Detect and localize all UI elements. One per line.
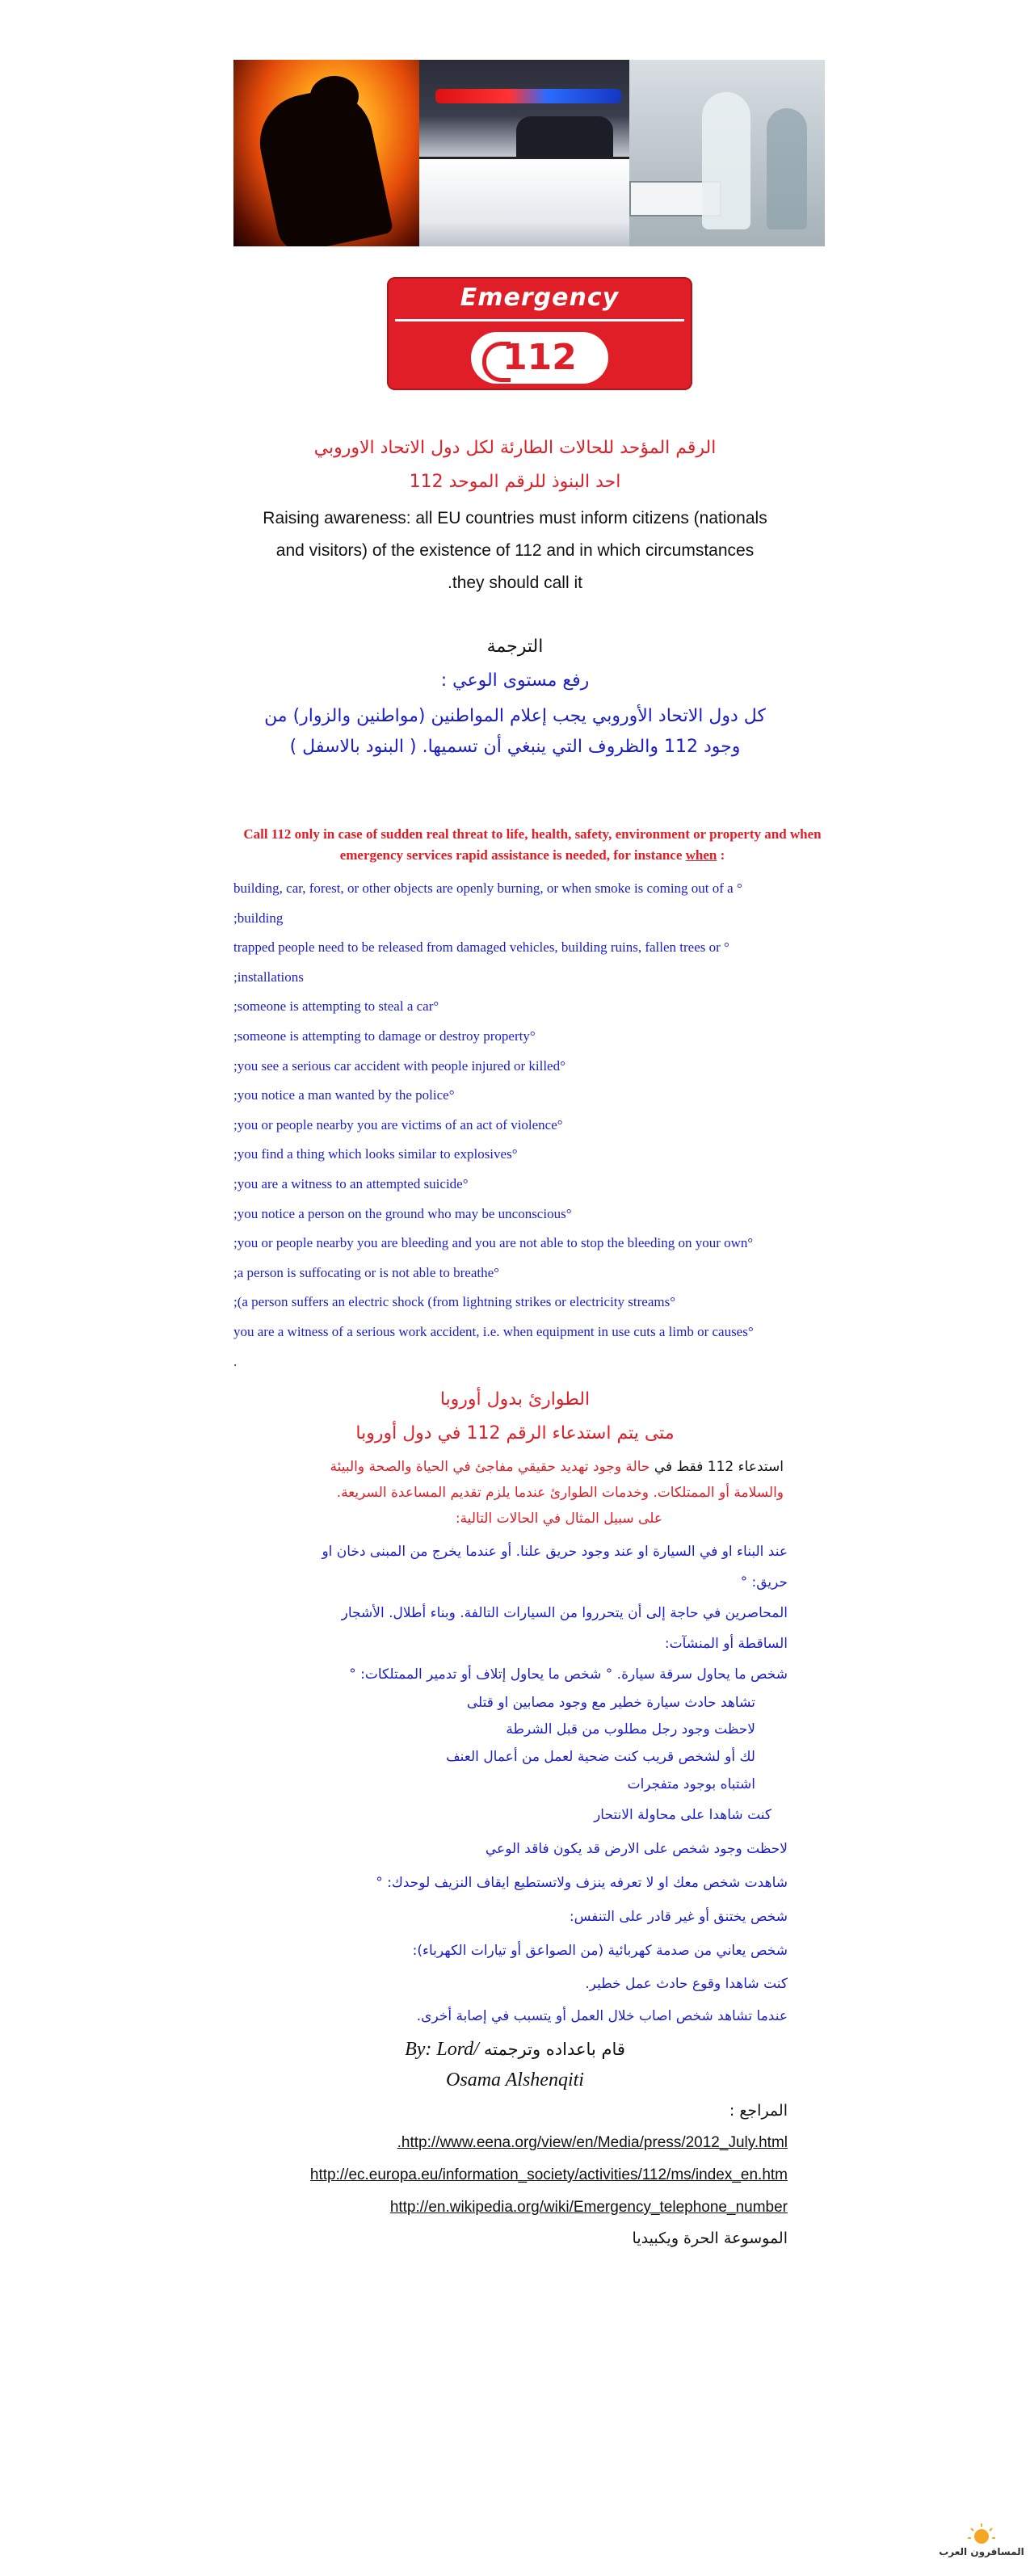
hero-banner: [233, 60, 825, 246]
warning-colon: :: [717, 847, 725, 863]
list-ar-item: اشتباه بوجود متفجرات: [627, 1776, 755, 1792]
list-en-item: ;you see a serious car accident with people injured or killed°: [233, 1057, 565, 1074]
reference-link-row: [218, 2134, 788, 2152]
list-ar-item: شخص يختنق أو غير قادر على التنفس:: [569, 1909, 788, 1925]
list-en-item: ;someone is attempting to steal a car°: [233, 998, 439, 1015]
firefighter-photo: [233, 60, 419, 246]
list-en-item: ;building: [233, 910, 284, 926]
heading-ar-line1: الرقم المؤحد للحالات الطارئة لكل دول الاتحاد الاوروبي: [313, 438, 717, 458]
reference-link-row: [202, 2166, 788, 2184]
list-ar-item: الساقطة أو المنشآت:: [664, 1636, 788, 1652]
logo-number-pill: [471, 332, 608, 384]
credits-en: By: Lord/: [405, 2039, 479, 2060]
list-en-item: ;(a person suffers an electric shock (from lightning strikes or electricity streams°: [233, 1294, 676, 1310]
firefighter-helmet: [310, 76, 359, 116]
list-ar-item: حريق: °: [740, 1574, 788, 1591]
list-ar: [242, 1536, 788, 2032]
patient-figure: [767, 108, 807, 229]
arabic-intro-line3: على سبيل المثال في الحالات التالية:: [455, 1511, 662, 1527]
list-en-item: ;you notice a man wanted by the police°: [233, 1087, 455, 1103]
english-intro-line3: .they should call it: [448, 574, 582, 592]
list-ar-item: عندما تشاهد شخص اصاب خلال العمل أو يتسبب في إصابة أخرى.: [416, 2008, 788, 2024]
credits-ar: قام باعداده وترجمته: [483, 2040, 625, 2059]
translation-title: الترجمة: [486, 637, 544, 657]
car-window: [516, 116, 613, 157]
emergency-112-logo: [387, 277, 692, 390]
translation-line3: وجود 112 والظروف التي ينبغي أن تسميها. ( البنود بالاسفل ): [289, 737, 741, 757]
logo-number: 112: [502, 337, 577, 378]
list-en-item: ;you or people nearby you are bleeding and you are not able to stop the bleeding on your own°: [233, 1235, 754, 1251]
list-ar-item: لاحظت وجود رجل مطلوب من قبل الشرطة: [506, 1721, 755, 1738]
list-ar-item: كنت شاهدا على محاولة الانتحار: [594, 1807, 771, 1823]
list-ar-item: لك أو لشخص قريب كنت ضحية لعمل من أعمال العنف: [446, 1749, 755, 1765]
sun-logo-icon: [937, 2519, 1026, 2567]
list-en-item: ;you or people nearby you are victims of an act of violence°: [233, 1116, 563, 1133]
credits-author: Osama Alshenqiti: [446, 2070, 584, 2091]
arabic-section-title2: متى يتم استدعاء الرقم 112 في دول أوروبا: [355, 1423, 675, 1443]
references-title: المراجع :: [729, 2102, 788, 2120]
list-ar-item: لاحظت وجود شخص على الارض قد يكون فاقد الوعي: [485, 1841, 788, 1857]
list-ar-item: شخص يعاني من صدمة كهربائية (من الصواعق أو تيارات الكهرباء):: [412, 1943, 788, 1959]
list-en-item: you are a witness of a serious work accident, i.e. when equipment in use cuts a limb or causes°: [233, 1323, 754, 1339]
arabic-section-title1: الطوارئ بدول أوروبا: [439, 1389, 591, 1410]
references-last: الموسوعة الحرة ويكبيديا: [632, 2229, 788, 2247]
watermark-text: المسافرون العرب: [939, 2546, 1024, 2557]
reference-link[interactable]: http://en.wikipedia.org/wiki/Emergency_telephone_number: [389, 2199, 788, 2216]
credits-line1: [0, 2039, 1030, 2061]
list-ar-item: شخص ما يحاول سرقة سيارة. ° شخص ما يحاول إتلاف أو تدمير الممتلكات: °: [349, 1666, 788, 1683]
english-intro-line1: Raising awareness: all EU countries must inform citizens (nationals: [263, 509, 767, 527]
car-body: [419, 157, 629, 246]
list-ar-item: شاهدت شخص معك او لا تعرفه ينزف ولاتستطيع ايقاف النزيف لوحدك: °: [376, 1875, 788, 1891]
site-watermark: [937, 2519, 1026, 2567]
warning-when-link: when: [685, 847, 717, 863]
logo-divider: [395, 319, 684, 321]
arabic-intro-black: استدعاء 112 فقط في: [654, 1459, 784, 1475]
warning-en-line2: [225, 845, 839, 866]
list-en-item: ;you notice a person on the ground who may be unconscious°: [233, 1205, 572, 1221]
list-ar-item: كنت شاهدا وقوع حادث عمل خطير.: [585, 1976, 788, 1992]
siren-lightbar: [435, 89, 621, 103]
list-en-item: .: [233, 1353, 238, 1369]
logo-word: Emergency: [460, 284, 620, 312]
list-ar-item: تشاهد حادث سيارة خطير مع وجود مصابين او قتلى: [466, 1695, 755, 1711]
list-en-item: trapped people need to be released from damaged vehicles, building ruins, fallen trees or °: [233, 939, 729, 956]
arabic-intro-red: حالة وجود تهديد حقيقي مفاجئ في الحياة والصحة والبيئة: [330, 1459, 654, 1475]
reference-link-row: [218, 2199, 788, 2217]
reference-link[interactable]: .http://www.eena.org/view/en/Media/press/2012_July.html: [397, 2134, 788, 2151]
translation-line1: رفع مستوى الوعي :: [440, 670, 590, 691]
list-en: [233, 874, 815, 1376]
translation-line2: كل دول الاتحاد الأوروبي يجب إعلام المواطنين (مواطنين والزوار) من: [264, 706, 766, 726]
list-en-item: ;installations: [233, 969, 304, 985]
arabic-intro: [234, 1454, 784, 1532]
warning-en-line1: Call 112 only in case of sudden real threat to life, health, safety, environment or property and when: [243, 826, 822, 842]
reference-link[interactable]: http://ec.europa.eu/information_society/activities/112/ms/index_en.htm: [309, 2166, 788, 2183]
list-en-item: building, car, forest, or other objects are openly burning, or when smoke is coming out of a °: [233, 880, 742, 896]
arabic-intro-line1: [234, 1454, 784, 1480]
medic-figure: [702, 92, 750, 229]
list-en-item: ;someone is attempting to damage or destroy property°: [233, 1027, 536, 1044]
list-ar-item: عند البناء او في السيارة او عند وجود حريق علنا. أو عندما يخرج من المبنى دخان او: [322, 1544, 788, 1560]
english-intro-line2: and visitors) of the existence of 112 and in which circumstances: [275, 541, 755, 560]
list-en-item: ;you find a thing which looks similar to explosives°: [233, 1146, 518, 1162]
list-en-item: ;a person is suffocating or is not able to breathe°: [233, 1264, 499, 1280]
heading-ar-line2: احد البنوذ للرقم الموحد 112: [409, 472, 621, 492]
list-en-item: ;you are a witness to an attempted suicide°: [233, 1175, 469, 1191]
police-car-photo: [419, 60, 629, 246]
arabic-intro-line2: والسلامة أو الممتلكات. وخدمات الطوارئ عندما يلزم تقديم المساعدة السريعة.: [336, 1485, 784, 1501]
warning-en: [225, 824, 839, 866]
hospital-photo: [629, 60, 825, 246]
warning-text: emergency services rapid assistance is needed, for instance: [339, 847, 686, 863]
list-ar-item: المحاصرين في حاجة إلى أن يتحرروا من السيارات التالفة. وبناء أطلال. الأشجار: [341, 1605, 788, 1621]
